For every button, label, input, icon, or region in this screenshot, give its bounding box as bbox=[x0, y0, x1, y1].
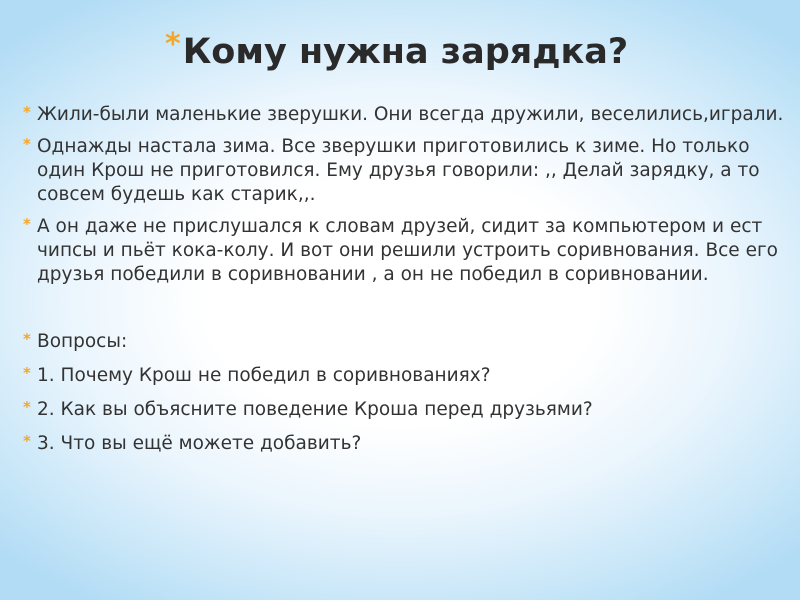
star-bullet-icon: * bbox=[23, 364, 31, 382]
spacer bbox=[20, 295, 790, 330]
slide-body bbox=[20, 103, 790, 466]
title-star-icon: * bbox=[165, 26, 181, 62]
paragraph-1 bbox=[20, 103, 790, 127]
paragraph-text: Однажды настала зима. Все зверушки приготовились к зиме. Но только один Крош не приготовился. Ему друзья говорили: ,, Делай зарядку, а то совсем будешь как старик,,. bbox=[37, 136, 760, 205]
star-bullet-icon: * bbox=[23, 330, 31, 348]
questions-heading-text: Вопросы: bbox=[37, 331, 128, 352]
paragraph-3 bbox=[20, 215, 790, 287]
star-bullet-icon: * bbox=[23, 215, 31, 233]
slide-title bbox=[165, 22, 785, 82]
questions-heading bbox=[20, 330, 790, 354]
paragraph-text: А он даже не прислушался к словам друзей, сидит за компьютером и ест чипсы и пьёт кока-колу. И вот они решили устроить соривнования. Все его друзья победили в соривновании , а он не победил в соривновании. bbox=[37, 216, 778, 285]
question-1 bbox=[20, 364, 790, 388]
question-text: 3. Что вы ещё можете добавить? bbox=[37, 433, 362, 454]
star-bullet-icon: * bbox=[23, 135, 31, 153]
question-text: 1. Почему Крош не победил в соривнованиях? bbox=[37, 365, 491, 386]
paragraph-2 bbox=[20, 135, 790, 207]
paragraph-text: Жили-были маленькие зверушки. Они всегда дружили, веселились,играли. bbox=[37, 104, 784, 125]
star-bullet-icon: * bbox=[23, 103, 31, 121]
slide-title-text: Кому нужна зарядка? bbox=[182, 32, 629, 72]
star-bullet-icon: * bbox=[23, 432, 31, 450]
question-2 bbox=[20, 398, 790, 422]
question-text: 2. Как вы объясните поведение Кроша перед друзьями? bbox=[37, 399, 593, 420]
star-bullet-icon: * bbox=[23, 398, 31, 416]
question-3 bbox=[20, 432, 790, 456]
